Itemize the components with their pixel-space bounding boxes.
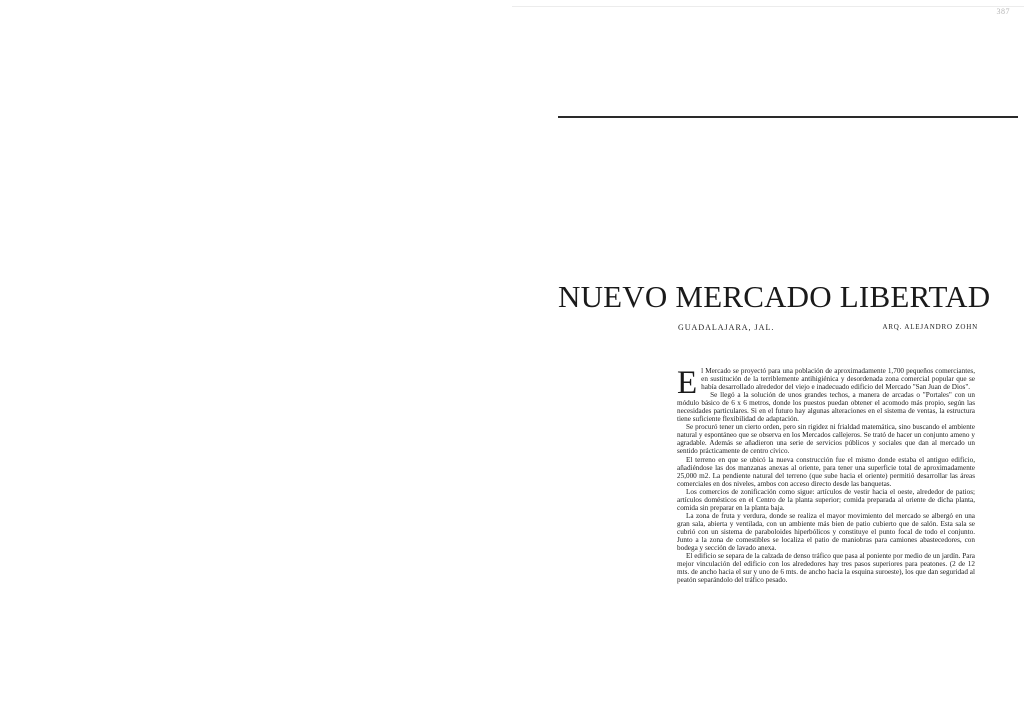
article-body (677, 367, 975, 584)
page-number: 387 (996, 7, 1010, 16)
page-top-edge (512, 6, 1024, 7)
article-title: NUEVO MERCADO LIBERTAD (558, 279, 991, 314)
article-paragraph: Los comercios de zonificación como sigue: artículos de vestir hacia el oeste, alrededor de patios; artículos domésticos en el Centro de la planta superior; comida preparada al oriente de dicha planta, comida sin preparar en la planta baja. (677, 487, 975, 512)
article-paragraph: La zona de fruta y verdura, donde se realiza el mayor movimiento del mercado se albergó en una gran sala, abierta y ventilada, con un ambiente más bien de patio cubierto que de salón. Esta sala se cubrió con un sistema de paraboloides hiperbólicos y constituye el punto focal de todo el conjunto. Junto a la zona de comestibles se localiza el patio de maniobras para camiones abastecedores, con bodega y sección de lavado anexa. (677, 511, 975, 553)
article-paragraph: El edificio se separa de la calzada de denso tráfico que pasa al poniente por medio de un jardín. Para mejor vinculación del edificio con los alrededores hay tres pasos superiores para peatones. (2 de 12 mts. de ancho hacia el sur y uno de 6 mts. de ancho hacia la esquina suroeste), los que dan seguridad al peatón separándolo del tráfico pesado. (677, 552, 975, 585)
paragraph-text: l Mercado se proyectó para una población de aproximadamente 1,700 pequeños comerciantes, en sustitución de la terriblemente antihigiénica y desordenada zona comercial popular que se había desarrollado alrededor del viejo e inadecuado edificio del Mercado "San Juan de Dios". (701, 367, 975, 392)
drop-cap: E (677, 367, 698, 401)
header-rule (558, 116, 1018, 118)
article-paragraph: Se procuró tener un cierto orden, pero sin rigidez ni frialdad matemática, sino buscando el ambiente natural y espontáneo que se observa en los Mercados callejeros. Se trató de hacer un conjunto ameno y agradable. Además se añadieron una serie de servicios públicos y sociales que dan al mercado un sentido prácticamente de centro cívico. (677, 423, 975, 456)
article-location: GUADALAJARA, JAL. (678, 323, 775, 332)
article-paragraph: El terreno en que se ubicó la nueva construcción fue el mismo donde estaba el antiguo edificio, añadiéndose las dos manzanas anexas al oriente, para tener una superficie total de aproximadamente 25,000 m2. La pendiente natural del terreno (que sube hacia el oriente) permitió desarrollar las áreas comerciales en dos niveles, ambos con acceso directo desde las banquetas. (677, 455, 975, 488)
article-author: ARQ. ALEJANDRO ZOHN (882, 323, 978, 331)
article-paragraph (677, 367, 975, 401)
article-paragraph: Se llegó a la solución de unos grandes techos, a manera de arcadas o "Portales" con un módulo básico de 6 x 6 metros, donde los puestos puedan obtener el acomodo más propio, según las necesidades particulares. Si en el futuro hay algunas alteraciones en el sistema de ventas, la estructura tiene suficiente flexibilidad de adaptación. (677, 391, 975, 424)
